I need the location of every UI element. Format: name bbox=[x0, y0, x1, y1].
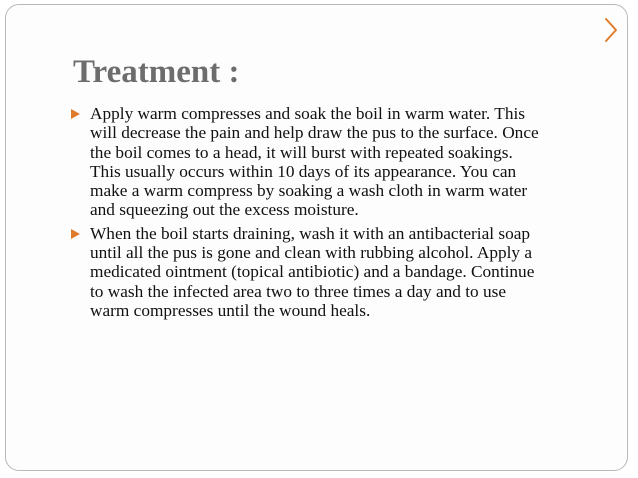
bullet-list bbox=[70, 104, 610, 324]
bullet-item-draining bbox=[70, 224, 610, 320]
bullet-item-warm-compress bbox=[70, 104, 610, 220]
bullet-text-line: make a warm compress by soaking a wash cloth in warm water bbox=[90, 181, 528, 201]
bullet-arrow-icon bbox=[71, 229, 80, 239]
bullet-text-line: the boil comes to a head, it will burst with repeated soakings. bbox=[90, 142, 513, 162]
corner-accent-icon bbox=[602, 17, 622, 43]
bullet-text-line: medicated ointment (topical antibiotic) and a bandage. Continue bbox=[90, 262, 535, 282]
bullet-text-line: warm compresses until the wound heals. bbox=[90, 300, 371, 320]
slide-title: Treatment : bbox=[73, 54, 240, 90]
bullet-text-line: and squeezing out the excess moisture. bbox=[90, 200, 359, 220]
bullet-text-line: until all the pus is gone and clean with rubbing alcohol. Apply a bbox=[90, 243, 533, 263]
bullet-text-line: Apply warm compresses and soak the boil in warm water. This bbox=[90, 104, 525, 123]
bullet-arrow-icon bbox=[71, 109, 80, 119]
bullet-text-line: will decrease the pain and help draw the pus to the surface. Once bbox=[90, 123, 539, 143]
bullet-text-line: When the boil starts draining, wash it with an antibacterial soap bbox=[90, 223, 531, 243]
bullet-text-line: to wash the infected area two to three times a day and to use bbox=[90, 281, 507, 301]
bullet-text-line: This usually occurs within 10 days of its appearance. You can bbox=[90, 161, 517, 181]
